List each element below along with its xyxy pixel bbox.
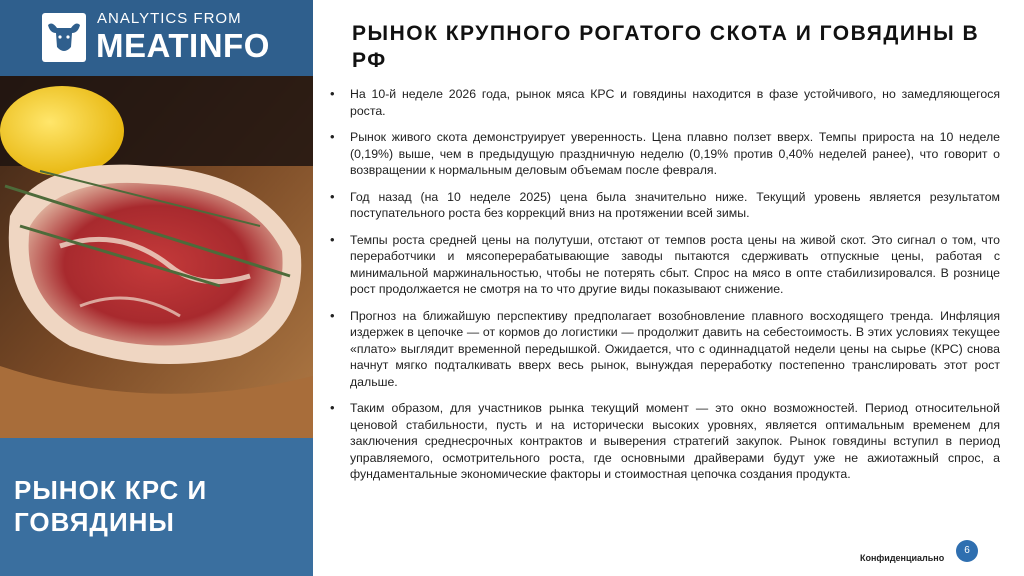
list-item [326,189,1000,222]
list-item [326,129,1000,179]
logo-name: MEATINFO [96,27,270,64]
list-item [326,232,1000,298]
bullet-text: Год назад (на 10 неделе 2025) цена была значительно ниже. Текущий уровень является результатом поступательного роста без коррекций вниз на протяжении всей зимы. [350,189,1000,220]
bull-head-icon [42,13,86,62]
bullet-text: На 10-й неделе 2026 года, рынок мяса КРС и говядины находится в фазе устойчивого, но замедляющегося роста. [350,87,1000,118]
bullet-dot: • [330,400,335,415]
bullet-dot: • [330,231,335,247]
bullet-dot: • [330,86,335,101]
bullet-dot: • [330,188,335,204]
bullet-dot: • [330,307,335,323]
list-item [326,86,1000,119]
list-item [326,308,1000,391]
left-panel [0,0,313,576]
bullet-list [326,86,1000,493]
bullet-text: Темпы роста средней цены на полутуши, отстают от темпов роста цены на живой скот. Это сигнал о том, что переработчики и мясоперерабатывающие заводы пытаются сдерживать отпускные цены, работая с минимальной маржинальностью, чтобы не потерять сбыт. Спрос на мясо в опте стабилизировался. В рознице рост продолжается не смотря на то что другие виды показывают снижение. [350,232,1000,296]
logo-band [0,0,313,76]
page-number-badge: 6 [956,540,978,562]
confidential-label: Конфиденциально [860,553,945,563]
section-title: РЫНОК КРС И ГОВЯДИНЫ [14,475,208,537]
page-title: РЫНОК КРУПНОГО РОГАТОГО СКОТА И ГОВЯДИНЫ В РФ [352,22,980,72]
list-item [326,400,1000,483]
bullet-text: Рынок живого скота демонструирует уверенность. Цена плавно ползет вверх. Темпы прироста на 10 неделе (0,19%) выше, чем в предыдущую праздничную неделю (0,19% против 0,40% неделей ранее), что говорит о возвращении к нормальным деловым объемам после февраля. [350,130,1000,177]
steak-photo [0,76,313,438]
bullet-text: Таким образом, для участников рынка текущий момент — это окно возможностей. Период относительной ценовой стабильности, пусть и на исторически высоких уровнях, является оптимальным временем для заключения среднесрочных контрактов и выверения стратегий закупок. Рынок говядины вступил в период управляемого, осмотрительного роста, где основными драйверами будут уже не ажиотажный спрос, а фундаментальные экономические факторы и стоимостная цепочка создания продукта. [350,401,1000,481]
logo-subtitle: ANALYTICS FROM [97,10,242,27]
bullet-dot: • [330,129,335,144]
bullet-text: Прогноз на ближайшую перспективу предполагает возобновление плавного восходящего тренда. Инфляция издержек в цепочке — от кормов до логистики — продолжит давить на себестоимость. В этих условиях текущее «плато» выглядит временной передышкой. Ожидается, что с одиннадцатой недели цены на сырье (КРС) снова начнут мягко подталкивать вверх весь рынок, вынуждая переработку постепенно транслировать этот рост дальше. [350,308,1000,389]
